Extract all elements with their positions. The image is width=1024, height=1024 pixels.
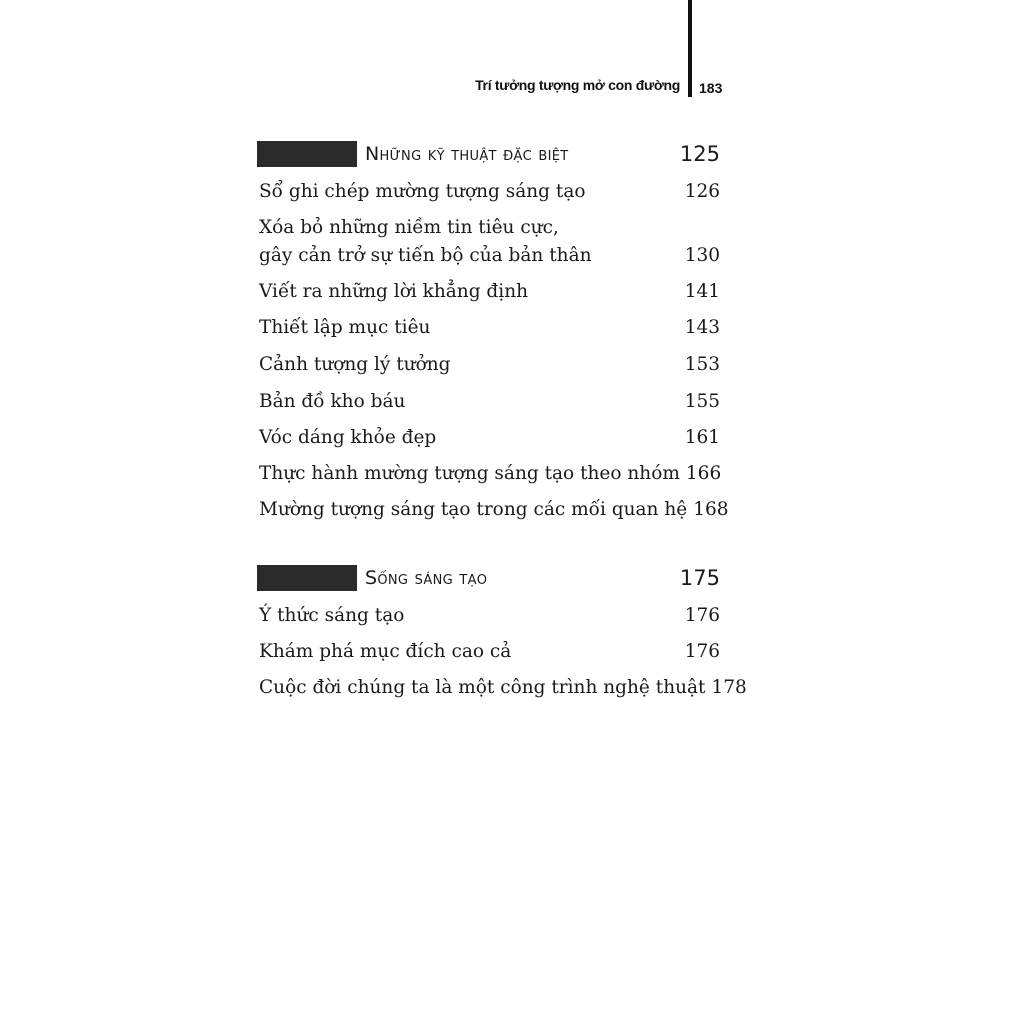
entry-title: Sổ ghi chép mường tượng sáng tạo bbox=[259, 181, 586, 202]
entry-page: 176 bbox=[684, 641, 720, 662]
toc-entry bbox=[259, 424, 720, 452]
entry-title-line: gây cản trở sự tiến bộ của bản thân bbox=[259, 245, 592, 266]
entry-page: 143 bbox=[684, 317, 720, 338]
running-head: Trí tưởng tượng mở con đường bbox=[475, 77, 680, 93]
entry-title: Thực hành mường tượng sáng tạo theo nhóm bbox=[259, 463, 680, 484]
entry-page: 126 bbox=[684, 181, 720, 202]
entry-title: Mường tượng sáng tạo trong các mối quan hệ bbox=[259, 499, 688, 520]
entry-title: Ý thức sáng tạo bbox=[259, 605, 405, 626]
toc-entry bbox=[259, 214, 720, 270]
toc-entry bbox=[259, 314, 720, 342]
entry-page: 153 bbox=[684, 354, 720, 375]
entry-page: 176 bbox=[684, 605, 720, 626]
entry-page: 130 bbox=[684, 245, 720, 266]
toc-entry bbox=[259, 674, 747, 702]
entry-title: Bản đồ kho báu bbox=[259, 391, 406, 412]
toc-entry bbox=[259, 460, 720, 488]
toc-entry bbox=[259, 638, 720, 666]
entry-title: Thiết lập mục tiêu bbox=[259, 317, 431, 338]
entry-title: Viết ra những lời khẳng định bbox=[259, 281, 529, 302]
page-number: 183 bbox=[699, 80, 723, 96]
entry-title: Cảnh tượng lý tưởng bbox=[259, 354, 451, 375]
toc-entry bbox=[259, 496, 729, 524]
entry-page: 168 bbox=[693, 499, 729, 520]
entry-page: 141 bbox=[684, 281, 720, 302]
toc-entry bbox=[259, 178, 720, 206]
section-heading bbox=[257, 562, 720, 594]
entry-title-line: Xóa bỏ những niềm tin tiêu cực, bbox=[259, 217, 559, 238]
header-vertical-rule bbox=[688, 0, 692, 97]
entry-title: Khám phá mục đích cao cả bbox=[259, 641, 512, 662]
part-label-block bbox=[257, 141, 357, 167]
entry-page: 166 bbox=[685, 463, 722, 484]
section-title: Những kỹ thuật đặc biệt bbox=[365, 143, 569, 165]
section-title: Sống sáng tạo bbox=[365, 567, 488, 589]
entry-title: Cuộc đời chúng ta là một công trình nghệ thuật bbox=[259, 677, 706, 698]
entry-page: 155 bbox=[684, 391, 720, 412]
section-page: 175 bbox=[679, 566, 720, 590]
entry-title bbox=[259, 214, 592, 270]
entry-page: 178 bbox=[711, 677, 747, 698]
toc-entry bbox=[259, 351, 720, 379]
toc-entry bbox=[259, 278, 720, 306]
toc-entry bbox=[259, 602, 720, 630]
section-heading bbox=[257, 138, 720, 170]
entry-title: Vóc dáng khỏe đẹp bbox=[259, 427, 437, 448]
part-label-block bbox=[257, 565, 357, 591]
section-page: 125 bbox=[679, 142, 720, 166]
entry-page: 161 bbox=[684, 427, 720, 448]
toc-entry bbox=[259, 388, 720, 416]
